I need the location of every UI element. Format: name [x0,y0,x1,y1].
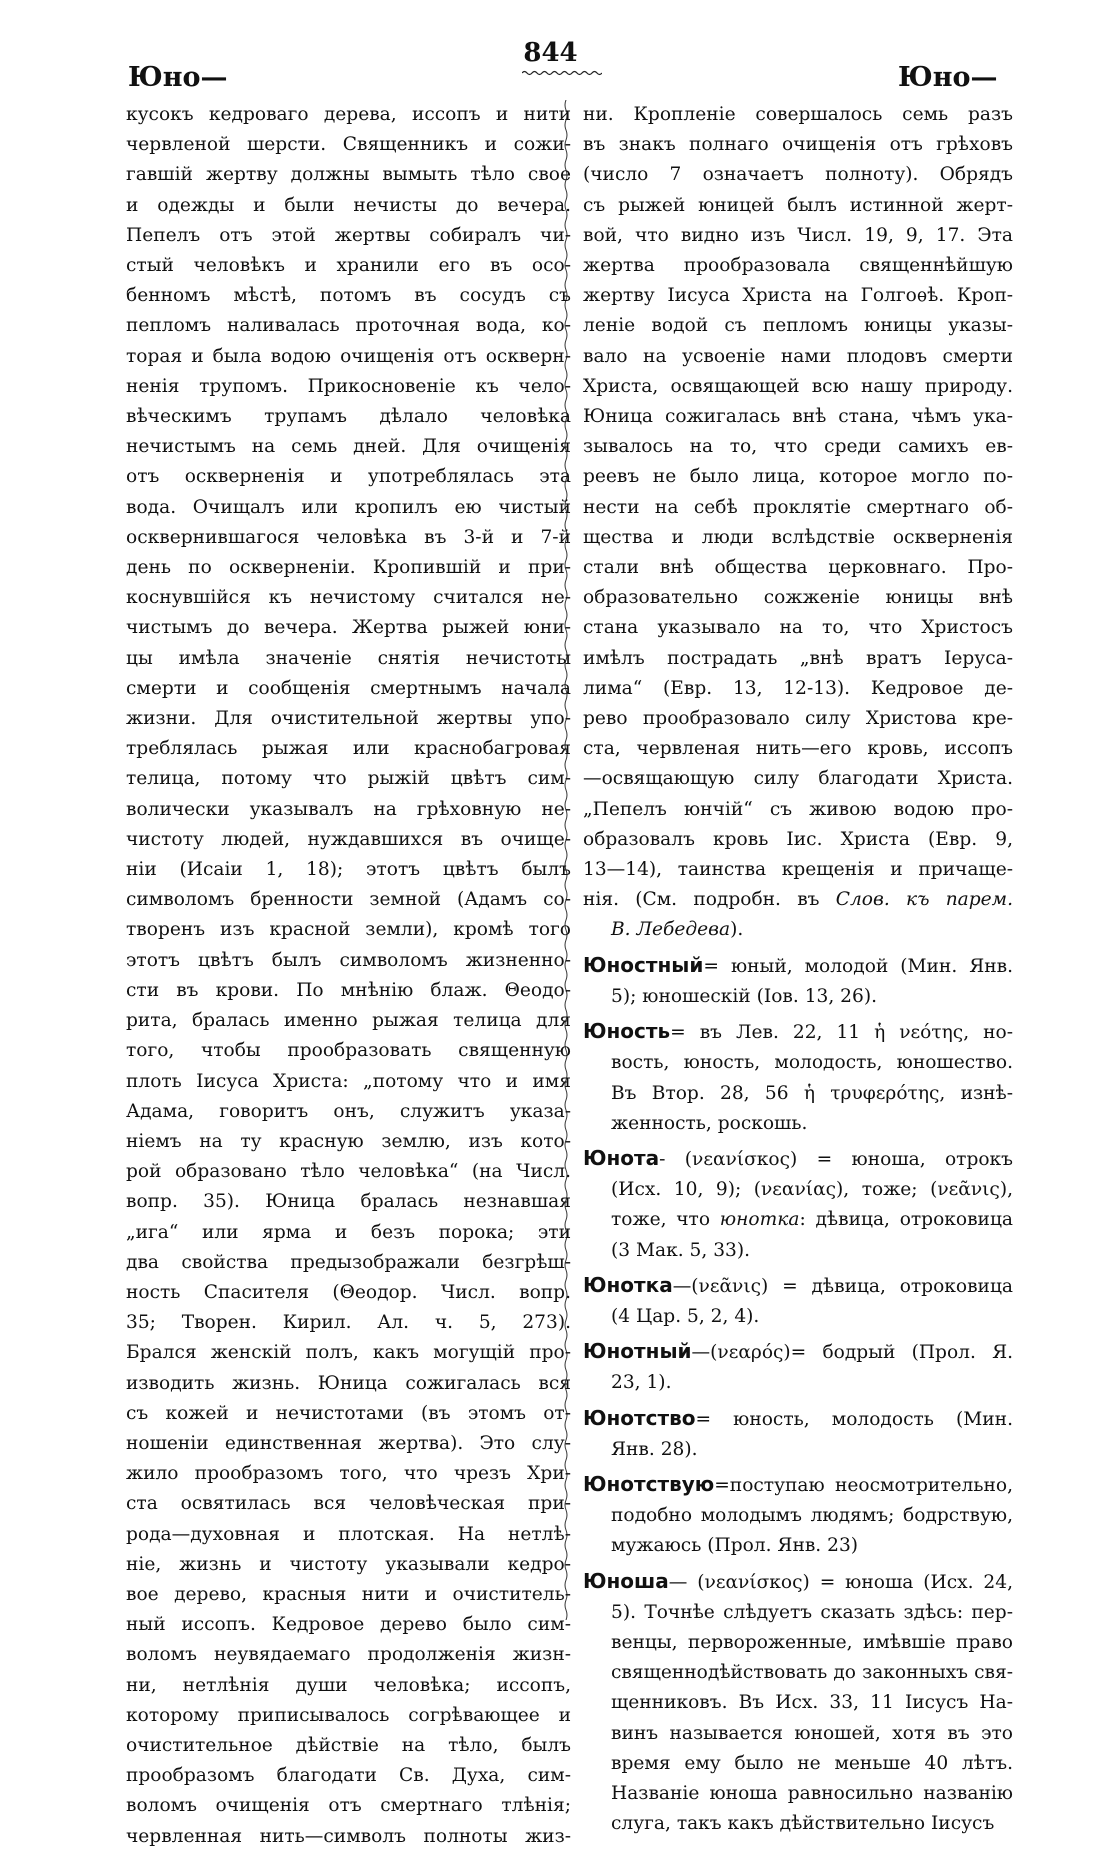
text-line: очистительное дѣйствіе на тѣло, былъ [126,1734,571,1756]
text-line: жертву Іисуса Христа на Голгоѳѣ. Кроп- [583,285,1013,307]
text-line [583,1302,1013,1332]
definition-text: щенниковъ. Въ Исх. 33, 11 Іисусъ На- [611,1692,1013,1714]
text-line [583,1236,1013,1266]
left-column [126,100,571,1852]
definition-text: 23, 1). [611,1372,672,1394]
definition-text: Янв. 28). [611,1438,698,1460]
text-line: того, чтобы прообразовать священную [126,1040,571,1062]
text-line: чистымъ до вечера. Жертва рыжей юни- [126,617,571,639]
text-line: воломъ очищенія отъ смертнаго тлѣнія; [126,1795,571,1817]
text-line: Пепелъ отъ этой жертвы собиралъ чи- [126,224,571,246]
text-line: прообразомъ благодати Св. Духа, сим- [126,1765,571,1787]
dictionary-entry [583,1403,1013,1465]
text-line: ни, нетлѣнія души человѣка; иссопъ, [126,1674,571,1696]
text-line: ношеніи единственная жертва). Это слу- [126,1432,571,1454]
definition-text: время ему было не меньше 40 лѣтъ. [611,1752,1013,1774]
definition-text: мужаюсь (Прол. Янв. 23) [611,1535,859,1557]
definition-text: —(νεᾶνις) = дѣвица, отроковица [672,1275,1013,1297]
text-line [583,1435,1013,1465]
definition-text: венцы, первороженные, имѣвшіе право [611,1631,1013,1653]
dictionary-entry [583,1469,1013,1562]
text-line: вой, что видно изъ Числ. 19, 9, 17. Эта [583,224,1013,246]
text-line [583,1501,1013,1531]
text-line: ніемъ на ту красную землю, изъ кото- [126,1130,571,1152]
text-line: вало на усвоеніе нами плодовъ смерти [583,345,1013,367]
text-line: чистоту людей, нуждавшихся въ очище- [126,828,571,850]
dictionary-entry [583,1270,1013,1332]
definition-text: 5); юношескій (Іов. 13, 26). [611,985,877,1007]
definition-text: (Исх. 10, 9); (νεανίας), тоже; (νεᾶνις), [611,1179,1013,1201]
dictionary-entry [583,1566,1013,1840]
text-line: Адама, говоритъ онъ, служитъ указа- [126,1100,571,1122]
definition-text: —(νεαρός)= бодрый (Прол. Я. [691,1342,1013,1364]
text-line: 13—14), таинства крещенія и причаще- [583,859,1013,881]
text-line: стали внѣ общества церковнаго. Про- [583,557,1013,579]
text-line: образовалъ кровь Іис. Христа (Евр. 9, [583,828,1013,850]
text-line: ный иссопъ. Кедровое дерево было сим- [126,1614,571,1636]
text-line: телица, потому что рыжій цвѣтъ сим- [126,768,571,790]
text-line: рода—духовная и плотская. На нетлѣ- [126,1523,571,1545]
text-line [583,1531,1013,1561]
headword: Юнотный [583,1339,692,1364]
definition-text: Названіе юноша равносильно названію [611,1782,1013,1804]
text-line: ніе, жизнь и чистоту указывали кедро- [126,1553,571,1575]
text-line: рево прообразовало силу Христова кре- [583,708,1013,730]
text-line [583,1205,1013,1235]
text-line: ни. Кропленіе совершалось семь разъ [583,104,1013,125]
text-line: день по оскверненіи. Кропившій и при- [126,557,571,579]
text-line: нечистымъ на семь дней. Для очищенія [126,436,571,458]
text-line [583,1403,1013,1435]
cross-reference: юнотка [719,1209,800,1231]
text-line [583,1143,1013,1175]
headword: Юность [583,1019,671,1044]
text-line [583,950,1013,982]
text-line: въ знакъ полнаго очищенія отъ грѣховъ [583,134,1013,156]
text-line: ность Спасителя (Θеодор. Числ. вопр. [126,1281,571,1303]
headword: Юностный [583,952,704,977]
text-line: —освящающую силу благодати Христа. [583,768,1013,790]
text-line: зывалось на то, что среди самихъ ев- [583,436,1013,458]
text-line: волически указывалъ на грѣховную не- [126,798,571,820]
definition-text: (3 Мак. 5, 33). [611,1239,751,1261]
text-line [583,1719,1013,1749]
text-line: смерти и сообщенія смертнымъ начала [126,677,571,699]
text-line [583,1079,1013,1109]
text-line: съ рыжей юницей былъ истинной жерт- [583,194,1013,216]
text-line: жило прообразомъ того, что чрезъ Хри- [126,1463,571,1485]
text-line: осквернившагося человѣка въ 3-й и 7-й [126,526,571,548]
text-line: которому приписывалось согрѣвающее и [126,1704,571,1726]
text-line: символомъ бренности земной (Адамъ со- [126,889,571,911]
headword: Юнотствую [583,1471,715,1496]
dictionary-entry [583,1143,1013,1266]
text-line: треблялась рыжая или краснобагровая [126,738,571,760]
text-line: Юница сожигалась внѣ стана, чѣмъ ука- [583,406,1013,428]
text-line [583,1270,1013,1302]
definition-text: вость, юность, молодость, юношество. [611,1052,1013,1074]
dictionary-entry [583,1016,1013,1139]
text-line: жизни. Для очистительной жертвы упо- [126,708,571,730]
text-line: рита, бралась именно рыжая телица для [126,1010,571,1032]
definition-text: 5). Точнѣе слѣдуетъ сказать здѣсь: пер- [611,1601,1013,1623]
definition-text: = въ Лев. 22, 11 ἡ νεότης, но- [670,1022,1013,1044]
headword: Юнота [583,1145,660,1170]
text-line: воломъ неувядаемаго продолженія жизн- [126,1644,571,1666]
text-line: лима“ (Евр. 13, 12-13). Кедровое де- [583,677,1013,699]
definition-text: — (νεανίσκος) = юноша (Исх. 24, [668,1571,1013,1593]
text-line: и одежды и были нечисты до вечера. [126,194,571,216]
text-line: стый человѣкъ и хранили его въ осо- [126,255,571,277]
text-line [583,1566,1013,1598]
text-line: (число 7 означаетъ полноту). Обрядъ [583,164,1013,186]
text-line: имѣлъ пострадать „внѣ вратъ Іеруса- [583,647,1013,669]
text-line: Брался женскій полъ, какъ могущій про- [126,1342,571,1364]
text-line: гавшій жертву должны вымыть тѣло свое [126,164,571,186]
dictionary-entry [583,950,1013,1012]
text-line: пепломъ наливалась проточная вода, ко- [126,315,571,337]
text-line: стана указывало на то, что Христосъ [583,617,1013,639]
definition-text: = юность, молодость (Мин. [695,1408,1013,1430]
text-line [583,885,1013,915]
text-span: ). [730,919,744,941]
text-line [583,982,1013,1012]
entry-continuation [583,100,1013,946]
text-line [583,1779,1013,1809]
text-line: коснувшійся къ нечистому считался не- [126,587,571,609]
text-line: вопр. 35). Юница бралась незнавшая [126,1191,571,1213]
text-line: вода. Очищалъ или кропилъ ею чистый [126,496,571,518]
text-line: червленная нить—символъ полноты жиз- [126,1825,571,1847]
text-line: этотъ цвѣтъ былъ символомъ жизненно- [126,949,571,971]
text-line: нести на себѣ проклятіе смертнаго об- [583,496,1013,518]
text-line: плоть Іисуса Христа: „потому что и имя [126,1070,571,1092]
text-line: творенъ изъ красной земли), кромѣ того [126,919,571,941]
text-line [583,1469,1013,1501]
text-line: цы имѣла значеніе снятія нечистоты [126,647,571,669]
text-line [583,1749,1013,1779]
text-line: щества и люди вслѣдствіе оскверненія [583,526,1013,548]
text-line: 35; Творен. Кирил. Ал. ч. 5, 273). [126,1312,571,1334]
text-span: нія. (См. подробн. въ [583,889,836,911]
text-line: образовательно сожженіе юницы внѣ [583,587,1013,609]
definition-text: священнодѣйствовать до законныхъ свя- [611,1662,1013,1684]
text-line: два свойства предызображали безгрѣш- [126,1251,571,1273]
text-line [583,1175,1013,1205]
text-line [583,1016,1013,1048]
text-line [583,1336,1013,1368]
text-line: червленой шерсти. Священникъ и сожи- [126,134,571,156]
text-line: рой образовано тѣло человѣка“ (на Числ. [126,1161,571,1183]
text-line [583,1048,1013,1078]
text-line: съ кожей и нечистотами (въ этомъ от- [126,1402,571,1424]
dictionary-entries [583,950,1013,1840]
definition-text: = юный, молодой (Мин. Янв. [703,955,1013,977]
text-line: ста освятилась вся человѣческая при- [126,1493,571,1515]
text-line [583,1368,1013,1398]
text-line: бенномъ мѣстѣ, потомъ въ сосудъ съ [126,285,571,307]
text-line [583,1688,1013,1718]
reference-author: В. Лебедева [611,919,731,941]
text-line [583,1598,1013,1628]
definition-text: - (νεανίσκος) = юноша, отрокъ [659,1148,1013,1170]
text-line [583,915,1013,945]
definition-text: слуга, такъ какъ дѣйствительно Іисусъ [611,1813,995,1835]
text-line: изводить жизнь. Юница сожигалась вся [126,1372,571,1394]
text-line: вое дерево, красныя нити и очиститель- [126,1583,571,1605]
text-line: „ига“ или ярма и безъ порока; эти [126,1221,571,1243]
text-line: жертва прообразовала священнѣйшую [583,255,1013,277]
headword: Юнотство [583,1405,696,1430]
text-line: ста, червленая нить—его кровь, иссопъ [583,738,1013,760]
text-line: вѣческимъ трупамъ дѣлало человѣка [126,406,571,428]
dictionary-entry [583,1336,1013,1398]
definition-text: Въ Втор. 28, 56 ἡ τρυφερότης, изнѣ- [611,1082,1013,1104]
text-line: кусокъ кедроваго дерева, иссопъ и нити [126,104,571,125]
text-line: Христа, освящающей всю нашу природу. [583,375,1013,397]
definition-text: =поступаю неосмотрительно, [714,1474,1013,1496]
text-span: : дѣвица, отроковица [799,1209,1013,1231]
definition-text: женность, роскошь. [611,1112,808,1134]
text-line [583,1658,1013,1688]
reference-title: Слов. къ парем. [835,889,1013,911]
text-line [583,1628,1013,1658]
definition-text: подобно молодымъ людямъ; бодрствую, [611,1505,1013,1527]
text-line: отъ оскверненія и употреблялась эта [126,466,571,488]
wavy-rule [522,70,602,76]
text-line [583,1809,1013,1839]
text-line: леніе водой съ пепломъ юницы указы- [583,315,1013,337]
text-line: сти въ крови. По мнѣнію блаж. Θеодо- [126,979,571,1001]
running-head-left: Юно— [128,62,228,93]
running-head-right: Юно— [898,62,998,93]
text-line: торая и была водою очищенія отъ оскверн- [126,345,571,367]
text-line: „Пепелъ юнчій“ съ живою водою про- [583,798,1013,820]
definition-text: винъ называется юношей, хотя въ это [611,1722,1013,1744]
headword: Юноша [583,1568,669,1593]
page-number: 844 [523,38,578,68]
text-line: ніи (Исаіи 1, 18); этотъ цвѣтъ былъ [126,859,571,881]
headword: Юнотка [583,1272,673,1297]
definition-text: (4 Цар. 5, 2, 4). [611,1305,760,1327]
right-column [583,100,1013,1839]
text-line: ненія трупомъ. Прикосновеніе къ чело- [126,375,571,397]
text-line: реевъ не было лица, которое могло по- [583,466,1013,488]
text-span: тоже, что [611,1209,720,1231]
text-line [583,1109,1013,1139]
